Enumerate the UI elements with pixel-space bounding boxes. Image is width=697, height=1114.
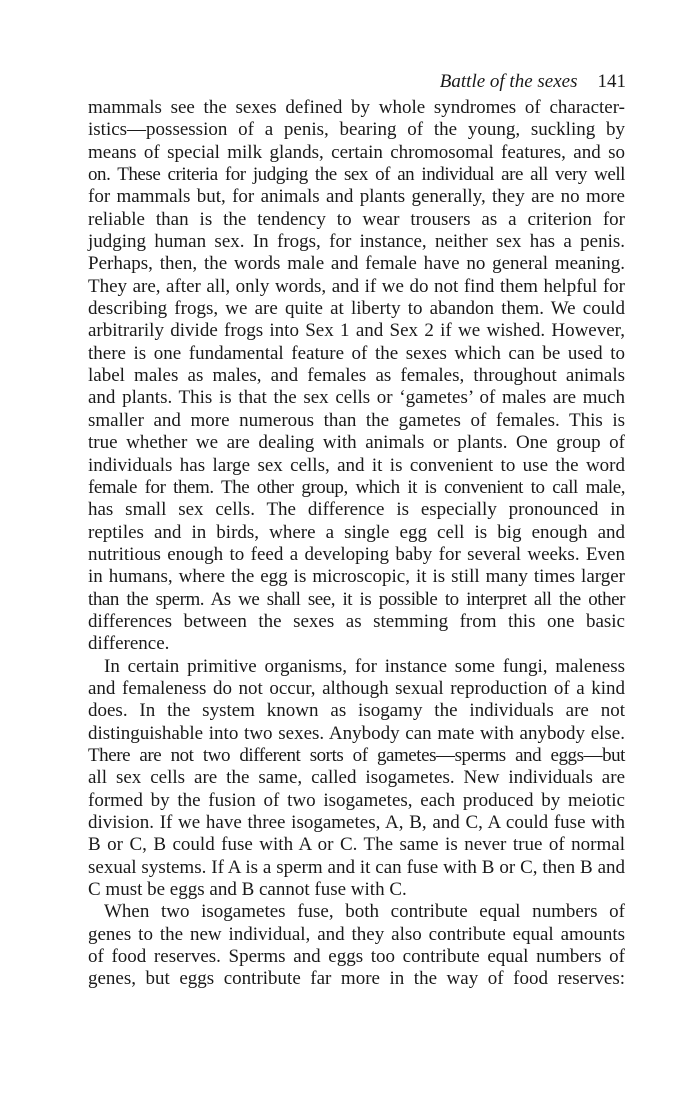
text-line: In certain primitive organisms, for instance some fungi, maleness	[104, 655, 625, 677]
text-line: all sex cells are the same, called isogametes. New individuals are	[88, 767, 625, 789]
text-line: judging human sex. In frogs, for instance, neither sex has a penis.	[88, 231, 625, 253]
text-line: sexual systems. If A is a sperm and it can fuse with B or C, then B and	[88, 856, 625, 878]
running-head	[440, 70, 626, 94]
text-line: on. These criteria for judging the sex of an individual are all very well	[88, 164, 625, 186]
text-line: reliable than is the tendency to wear trousers as a criterion for	[88, 208, 625, 230]
text-line: does. In the system known as isogamy the individuals are not	[88, 700, 625, 722]
text-line: B or C, B could fuse with A or C. The same is never true of normal	[88, 834, 625, 856]
text-line: nutritious enough to feed a developing baby for several weeks. Even	[88, 543, 625, 565]
text-line: of food reserves. Sperms and eggs too contribute equal numbers of	[88, 946, 625, 968]
text-line: distinguishable into two sexes. Anybody can mate with anybody else.	[88, 722, 625, 744]
text-line: for mammals but, for animals and plants generally, they are no more	[88, 186, 625, 208]
text-line: and femaleness do not occur, although sexual reproduction of a kind	[88, 677, 625, 699]
text-line: female for them. The other group, which it is convenient to call male,	[88, 476, 625, 498]
text-line: has small sex cells. The difference is especially pronounced in	[88, 499, 625, 521]
text-line: C must be eggs and B cannot fuse with C.	[88, 879, 407, 901]
body-text	[88, 97, 625, 991]
text-line: arbitrarily divide frogs into Sex 1 and Sex 2 if we wished. However,	[88, 320, 625, 342]
text-line: They are, after all, only words, and if we do not find them helpful for	[88, 275, 625, 297]
text-line: in humans, where the egg is microscopic, it is still many times larger	[88, 566, 625, 588]
text-line: formed by the fusion of two isogametes, each produced by meiotic	[88, 789, 625, 811]
text-line: genes, but eggs contribute far more in the way of food reserves:	[88, 968, 625, 990]
page-number: 141	[597, 71, 626, 92]
text-line: there is one fundamental feature of the sexes which can be used to	[88, 342, 625, 364]
text-line: label males as males, and females as females, throughout animals	[88, 365, 625, 387]
text-line: and plants. This is that the sex cells or ‘gametes’ of males are much	[88, 387, 625, 409]
text-line: mammals see the sexes defined by whole syndromes of character-	[88, 97, 625, 118]
text-line: genes to the new individual, and they also contribute equal amounts	[88, 923, 625, 945]
text-line: When two isogametes fuse, both contribute equal numbers of	[104, 901, 625, 923]
running-head-title: Battle of the sexes	[439, 71, 578, 92]
text-line: Perhaps, then, the words male and female have no general meaning.	[88, 253, 625, 275]
text-line: means of special milk glands, certain chromosomal features, and so	[88, 141, 625, 163]
text-line: difference.	[88, 633, 170, 655]
text-line: true whether we are dealing with animals or plants. One group of	[88, 432, 625, 454]
text-line: individuals has large sex cells, and it is convenient to use the word	[88, 454, 625, 476]
text-line: istics—possession of a penis, bearing of the young, suckling by	[88, 119, 625, 141]
text-line: division. If we have three isogametes, A, B, and C, A could fuse with	[88, 812, 625, 833]
text-line: reptiles and in birds, where a single egg cell is big enough and	[88, 521, 625, 543]
text-line: than the sperm. As we shall see, it is possible to interpret all the other	[88, 588, 625, 610]
text-line: There are not two different sorts of gametes—sperms and eggs—but	[88, 744, 625, 766]
text-line: smaller and more numerous than the gametes of females. This is	[88, 409, 625, 431]
text-line: describing frogs, we are quite at liberty to abandon them. We could	[88, 298, 625, 320]
text-line: differences between the sexes as stemming from this one basic	[88, 610, 625, 632]
